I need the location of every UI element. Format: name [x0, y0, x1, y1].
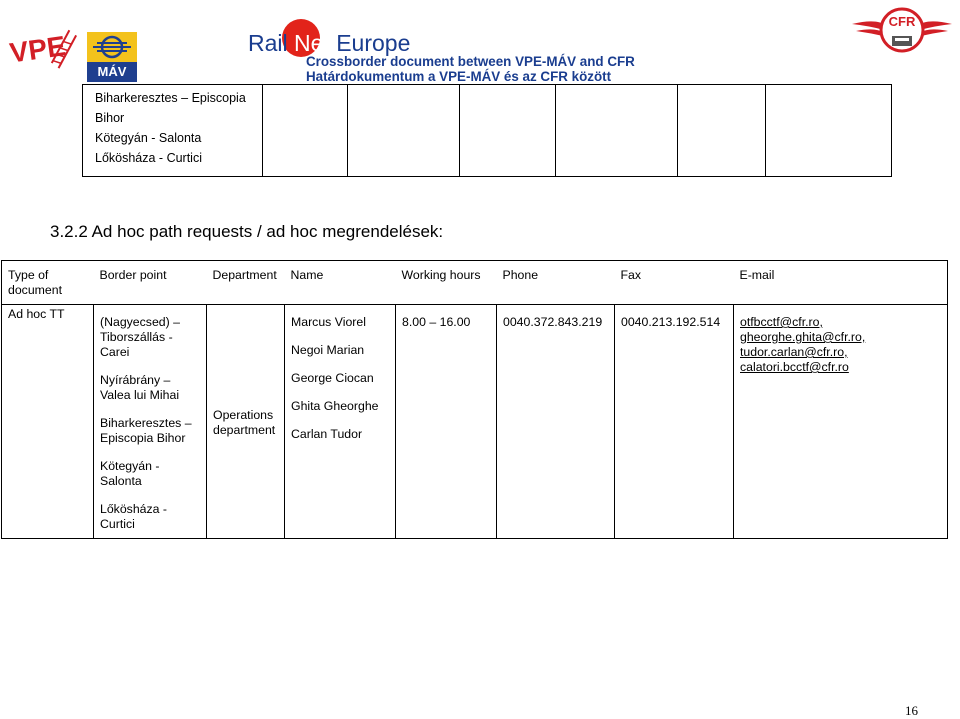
- email-link-3[interactable]: tudor.carlan@cfr.ro,: [740, 345, 848, 359]
- table-header-row: [2, 261, 948, 305]
- department-value: Operations department: [213, 408, 276, 437]
- border-point-4: Kötegyán - Salonta: [100, 459, 160, 488]
- rne-rail-text: Rail: [248, 30, 288, 56]
- continued-empty-cell: [459, 85, 555, 177]
- email-link-4[interactable]: calatori.bcctf@cfr.ro: [740, 360, 849, 374]
- border-point-3: Biharkeresztes – Episcopia Bihor: [100, 416, 192, 445]
- mav-logo: [87, 32, 137, 82]
- contact-name-5: Carlan Tudor: [291, 427, 363, 441]
- table-row: [2, 305, 948, 539]
- continued-line-1: Biharkeresztes – Episcopia Bihor: [95, 91, 246, 125]
- page-number: 16: [905, 703, 918, 718]
- cfr-logo: [848, 4, 956, 56]
- border-point-5: Lőkösháza - Curtici: [100, 502, 167, 531]
- continued-empty-cell: [263, 85, 348, 177]
- border-point-1: (Nagyecsed) – Tiborszállás - Carei: [100, 315, 180, 359]
- cell-fax: [615, 305, 734, 539]
- contact-name-1: Marcus Viorel: [291, 315, 366, 329]
- header-border-point: Border point: [94, 261, 207, 305]
- continued-empty-cell: [555, 85, 678, 177]
- document-title-line2: Határdokumentum a VPE-MÁV és az CFR között: [306, 69, 612, 84]
- header-department: Department: [207, 261, 285, 305]
- continued-line-3: Lőkösháza - Curtici: [95, 151, 202, 165]
- ad-hoc-contacts-table: [1, 260, 948, 539]
- continued-line-2: Kötegyán - Salonta: [95, 131, 202, 145]
- header-phone: Phone: [497, 261, 615, 305]
- continued-empty-cell: [348, 85, 460, 177]
- cell-department: [207, 305, 285, 539]
- contact-name-2: Negoi Marian: [291, 343, 365, 357]
- header-email: E-mail: [734, 261, 948, 305]
- cfr-logo-text: CFR: [888, 14, 916, 29]
- border-point-2: Nyírábrány – Valea lui Mihai: [100, 373, 180, 402]
- continued-border-points-cell: [83, 85, 263, 177]
- cell-border-points: [94, 305, 207, 539]
- cell-names: [285, 305, 396, 539]
- rne-net-text: Net: [294, 30, 330, 56]
- fax-value: 0040.213.192.514: [621, 315, 721, 329]
- section-heading: 3.2.2 Ad hoc path requests / ad hoc megrendelések:: [50, 222, 444, 241]
- cell-type-of-document: [2, 305, 94, 539]
- email-link-2[interactable]: gheorghe.ghita@cfr.ro,: [740, 330, 866, 344]
- vpe-logo-text: VPE: [7, 30, 68, 69]
- contact-name-3: George Ciocan: [291, 371, 374, 385]
- document-title-line1: Crossborder document between VPE-MÁV and CFR: [306, 54, 635, 69]
- email-link-1[interactable]: otfbcctf@cfr.ro,: [740, 315, 823, 329]
- contact-name-4: Ghita Gheorghe: [291, 399, 379, 413]
- document-title: [306, 54, 635, 84]
- header-type-of-document: Type of document: [2, 261, 94, 305]
- header-working-hours: Working hours: [396, 261, 497, 305]
- continued-empty-cell: [678, 85, 766, 177]
- working-hours-value: 8.00 – 16.00: [402, 315, 471, 329]
- cell-emails: [734, 305, 948, 539]
- header-name: Name: [285, 261, 396, 305]
- cell-phone: [497, 305, 615, 539]
- mav-logo-text: MÁV: [97, 64, 127, 79]
- cell-working-hours: [396, 305, 497, 539]
- rne-europe-text: Europe: [336, 30, 411, 56]
- type-of-document-value: Ad hoc TT: [8, 307, 65, 321]
- phone-value: 0040.372.843.219: [503, 315, 603, 329]
- continued-empty-cell: [766, 85, 892, 177]
- vpe-logo: [6, 20, 82, 82]
- header-fax: Fax: [615, 261, 734, 305]
- continued-table: [82, 84, 892, 177]
